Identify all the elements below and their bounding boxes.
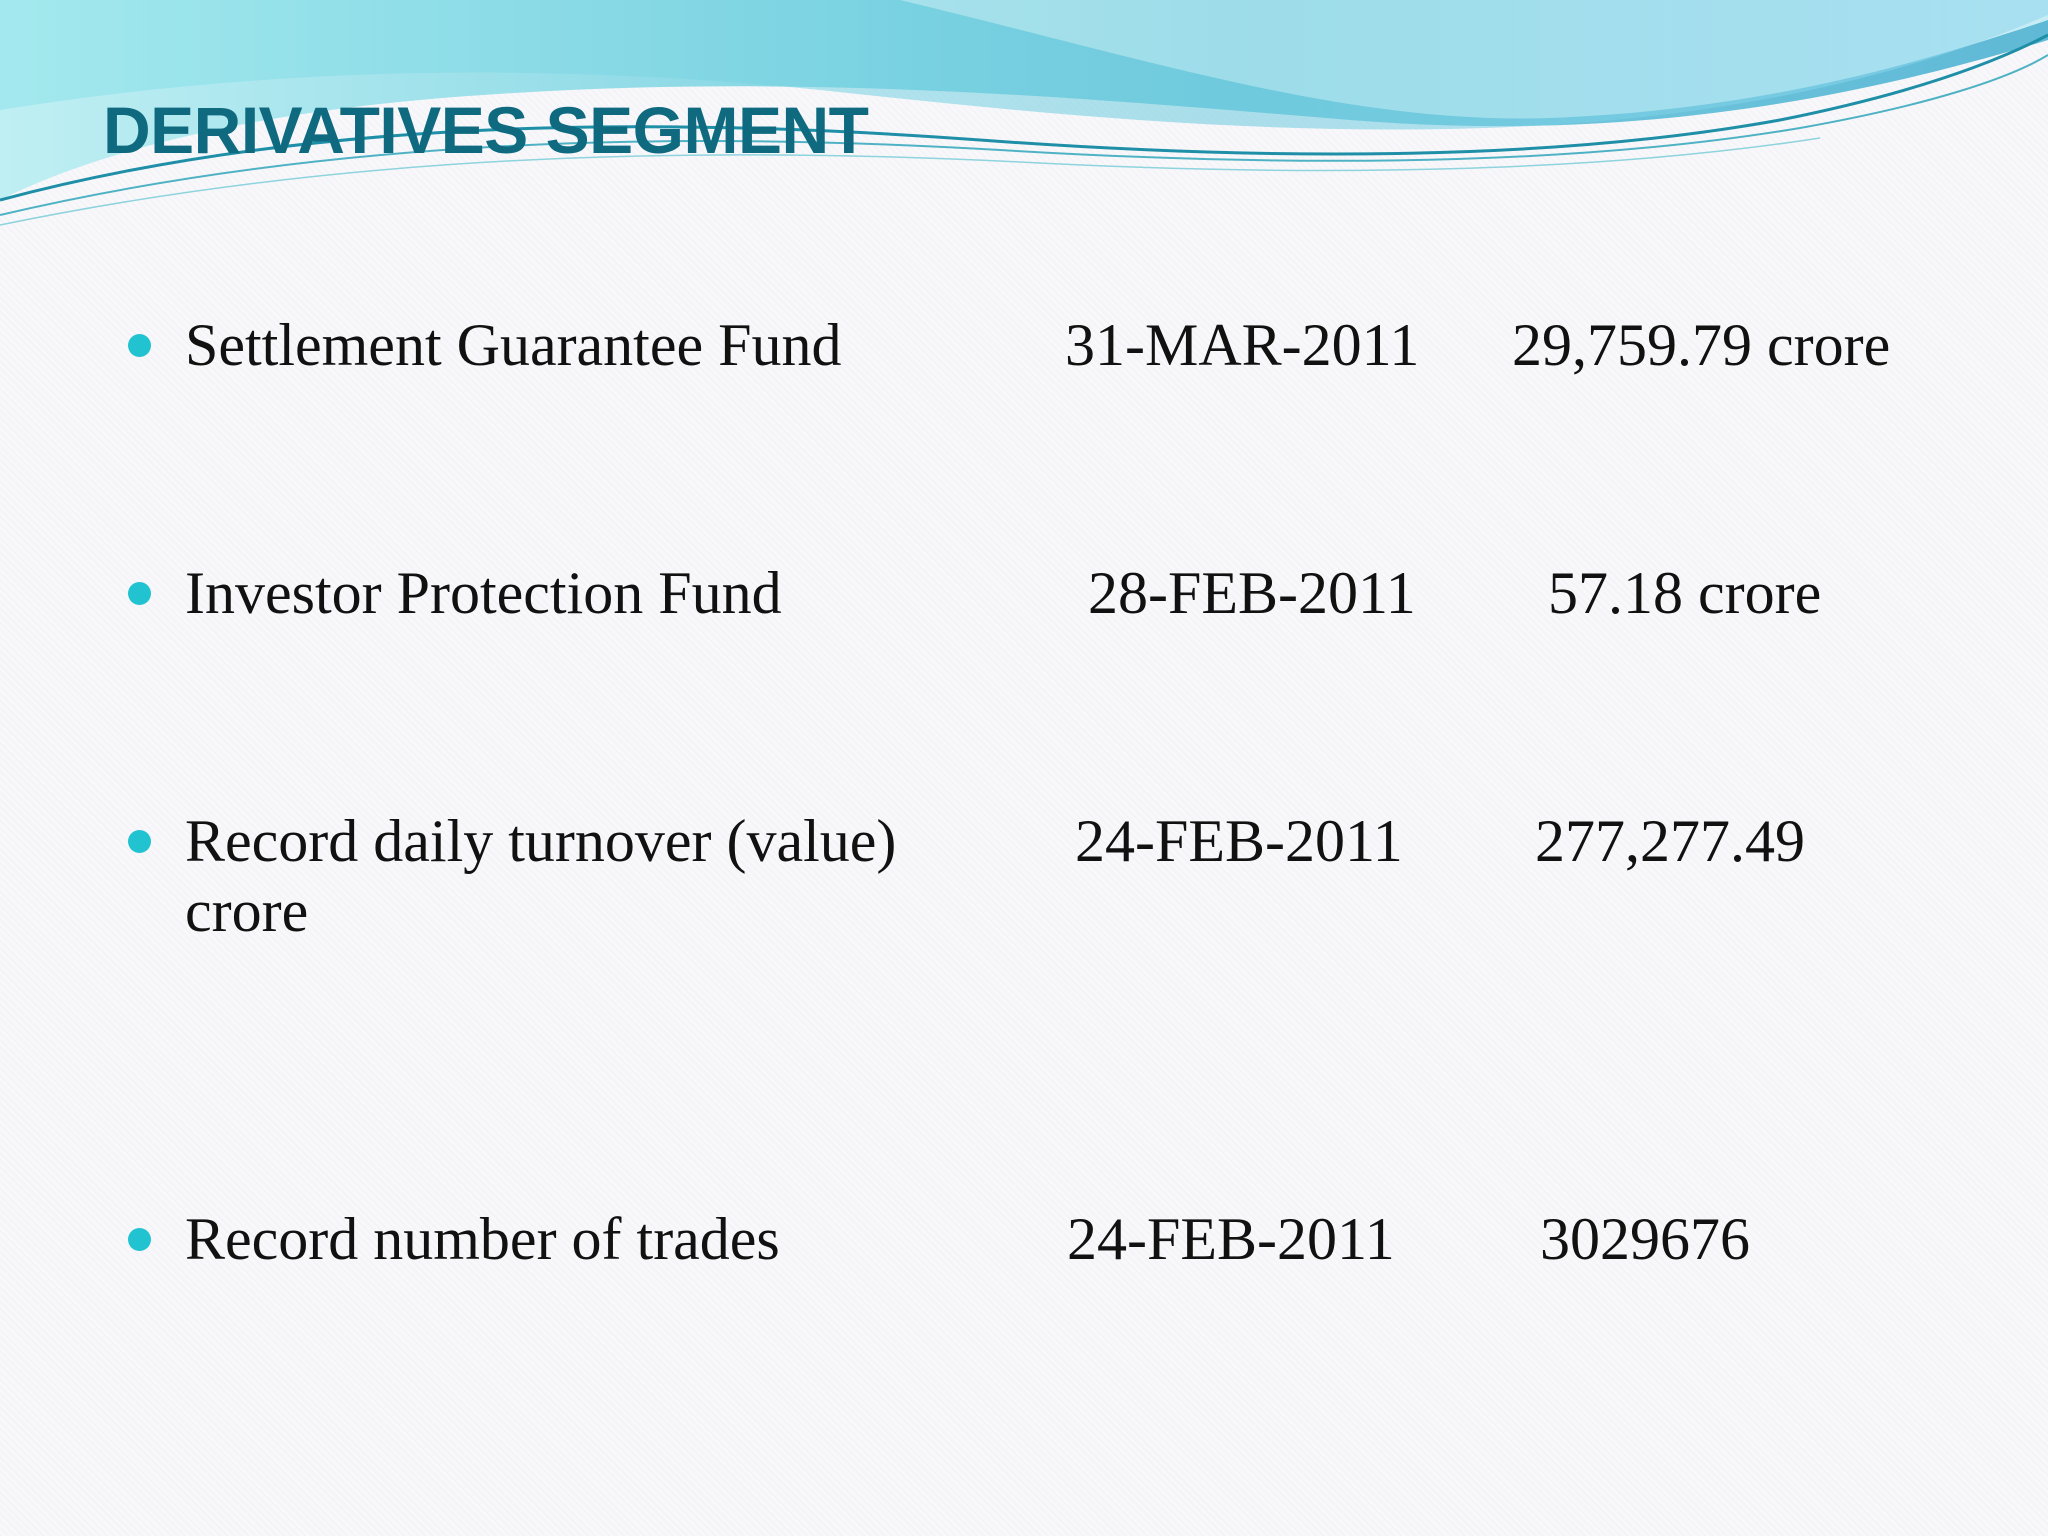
list-item-settlement-guarantee-fund [0, 310, 2048, 510]
slide-title: DERIVATIVES SEGMENT [103, 93, 869, 167]
bullet-icon [128, 1228, 151, 1251]
item-date: 31-MAR-2011 [1065, 312, 1420, 378]
list-item-record-daily-turnover [0, 806, 2048, 1006]
bullet-icon [128, 334, 151, 357]
bullet-icon [128, 830, 151, 853]
item-date: 24-FEB-2011 [1075, 808, 1403, 874]
list-item-investor-protection-fund [0, 558, 2048, 758]
list-item-record-number-of-trades [0, 1204, 2048, 1404]
item-value: 57.18 crore [1548, 560, 1822, 626]
item-date: 24-FEB-2011 [1067, 1206, 1395, 1272]
item-label: Record daily turnover (value) crore [185, 808, 897, 944]
item-label: Record number of trades [185, 1206, 780, 1272]
item-value: 3029676 [1540, 1206, 1750, 1272]
item-value: 277,277.49 [1535, 808, 1805, 874]
item-date: 28-FEB-2011 [1088, 560, 1416, 626]
item-value: 29,759.79 crore [1512, 312, 1891, 378]
item-label: Settlement Guarantee Fund [185, 312, 842, 378]
item-label: Investor Protection Fund [185, 560, 782, 626]
bullet-icon [128, 582, 151, 605]
